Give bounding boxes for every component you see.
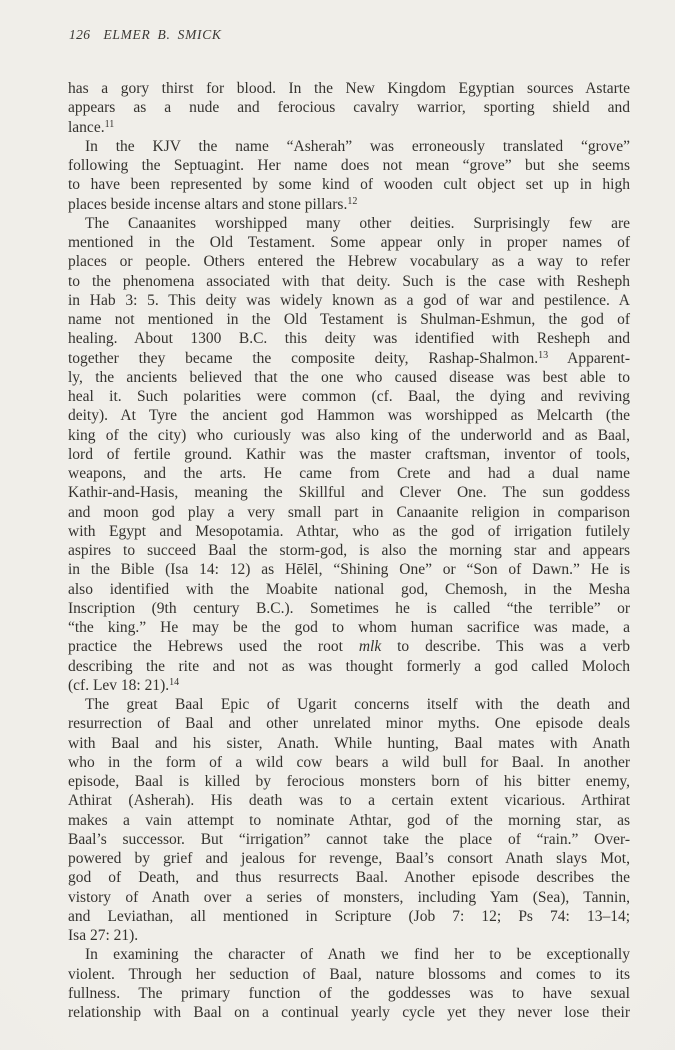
text-segment: In examining the character of Anath we find her to be exceptionally	[85, 946, 630, 964]
page-number: 126	[69, 27, 91, 42]
text-line	[68, 503, 630, 522]
text-segment: places or people. Others entered the Hebrew vocabulary as a way to refer	[68, 253, 630, 271]
text-line	[68, 637, 630, 656]
footnote-marker: 13	[538, 349, 549, 361]
text-line	[68, 599, 630, 618]
text-segment: mentioned in the Old Testament. Some appear only in proper names of	[68, 234, 630, 251]
text-line	[68, 233, 630, 252]
paragraph	[68, 695, 630, 945]
text-line	[68, 811, 630, 830]
text-segment: practice the Hebrews used the root	[68, 638, 359, 656]
text-line	[68, 522, 630, 541]
text-line	[68, 560, 630, 579]
text-line	[68, 445, 630, 464]
text-segment: vistory of Anath over a series of monsters, including Yam (Sea), Tannin,	[68, 888, 630, 906]
text-line	[68, 734, 630, 753]
text-segment: god of Death, and thus resurrects Baal. Another episode describes the	[68, 869, 630, 887]
text-segment: and Leviathan, all mentioned in Scripture (Job 7: 12; Ps 74: 13–14;	[68, 907, 630, 925]
text-line	[68, 426, 630, 445]
text-line	[68, 291, 630, 310]
author-name: ELMER B. SMICK	[103, 27, 222, 42]
text-line	[68, 676, 630, 695]
text-segment: (cf. Lev 18: 21).	[68, 676, 170, 694]
text-line	[68, 98, 630, 117]
text-line	[68, 137, 630, 156]
text-segment: healing. About 1300 B.C. this deity was identified with Resheph and	[68, 330, 630, 348]
text-segment: who in the form of a wild cow bears a wild bull for Baal. In another	[68, 753, 630, 771]
text-segment: places beside incense altars and stone pillars.	[68, 195, 348, 213]
text-line	[68, 541, 630, 560]
text-segment: in the Bible (Isa 14: 12) as Hēlēl, “Shining One” or “Son of Dawn.” He is	[68, 561, 630, 579]
text-line	[68, 79, 630, 98]
paragraph	[68, 79, 630, 137]
paragraph	[68, 214, 630, 695]
text-segment: Isa 27: 21).	[68, 927, 139, 944]
body-text	[68, 79, 630, 1022]
text-segment: heal it. Such polarities were common (cf. Baal, the dying and reviving	[68, 388, 630, 405]
text-segment: “the king.” He may be the god to whom human sacrifice was made, a	[68, 619, 630, 636]
footnote-marker: 12	[347, 195, 358, 207]
text-line	[68, 464, 630, 483]
text-line	[68, 156, 630, 175]
text-segment: episode, Baal is killed by ferocious monsters born of his bitter enemy,	[68, 773, 630, 790]
text-line	[68, 714, 630, 733]
text-line	[68, 868, 630, 887]
text-line	[68, 310, 630, 329]
text-line	[68, 483, 630, 502]
text-line	[68, 926, 630, 945]
text-line	[68, 349, 630, 368]
text-segment: Inscription (9th century B.C.). Sometimes he is called “the terrible” or	[68, 599, 630, 617]
text-line	[68, 368, 630, 387]
text-segment: lance.	[68, 118, 105, 136]
text-segment: describing the rite and not as was thought formerly a god called Moloch	[68, 657, 630, 675]
text-segment: weapons, and the arts. He came from Crete and had a dual name	[68, 465, 630, 482]
text-line	[68, 329, 630, 348]
text-line	[68, 657, 630, 676]
paragraph	[68, 945, 630, 1022]
text-line	[68, 772, 630, 791]
text-segment: relationship with Baal on a continual yearly cycle yet they never lose their	[68, 1004, 630, 1021]
text-line	[68, 214, 630, 233]
text-segment: Athirat (Asherah). His death was to a certain extent vicarious. Arthirat	[68, 792, 630, 810]
text-segment: with Egypt and Mesopotamia. Athtar, who as the god of irrigation futilely	[68, 522, 630, 540]
text-segment: lord of fertile ground. Kathir was the master craftsman, inventor of tools,	[68, 445, 630, 463]
text-segment: has a gory thirst for blood. In the New Kingdom Egyptian sources Astarte	[68, 80, 630, 97]
text-line	[68, 945, 630, 964]
text-line	[68, 888, 630, 907]
text-line	[68, 195, 630, 214]
text-line	[68, 618, 630, 637]
text-segment: Apparent-	[548, 349, 630, 367]
text-line	[68, 252, 630, 271]
text-line	[68, 272, 630, 291]
text-line	[68, 791, 630, 810]
text-segment: resurrection of Baal and other unrelated minor myths. One episode deals	[68, 715, 630, 733]
text-line	[68, 849, 630, 868]
text-segment: The Canaanites worshipped many other deities. Surprisingly few are	[85, 214, 630, 232]
text-line	[68, 175, 630, 194]
text-line	[68, 406, 630, 425]
text-line	[68, 695, 630, 714]
text-line	[68, 830, 630, 849]
running-header	[69, 27, 222, 43]
text-segment: together they became the composite deity, Rashap-Shalmon.	[68, 349, 539, 367]
text-line	[68, 1003, 630, 1022]
text-segment: and moon god play a very small part in Canaanite religion in comparison	[68, 503, 630, 521]
footnote-marker: 11	[104, 118, 115, 130]
text-segment: fullness. The primary function of the goddesses was to have sexual	[68, 984, 630, 1002]
text-segment: powered by grief and jealous for revenge, Baal’s consort Anath slays Mot,	[68, 850, 630, 867]
text-segment: In the KJV the name “Asherah” was erroneously translated “grove”	[85, 137, 630, 155]
text-line	[68, 907, 630, 926]
text-segment: with Baal and his sister, Anath. While hunting, Baal mates with Anath	[68, 734, 630, 752]
italic-term: mlk	[358, 638, 382, 656]
text-segment: following the Septuagint. Her name does not mean “grove” but she seems	[68, 157, 630, 174]
text-line	[68, 580, 630, 599]
text-segment: aspires to succeed Baal the storm-god, is also the morning star and appears	[68, 542, 630, 559]
text-segment: king of the city) who curiously was also king of the underworld and as Baal,	[68, 426, 630, 444]
text-segment: to have been represented by some kind of wooden cult object set up in high	[68, 176, 630, 194]
text-segment: appears as a nude and ferocious cavalry warrior, sporting shield and	[68, 99, 630, 117]
text-segment: ly, the ancients believed that the one who caused disease was best able to	[68, 368, 630, 386]
text-line	[68, 965, 630, 984]
text-segment: Kathir-and-Hasis, meaning the Skillful and Clever One. The sun goddess	[68, 484, 630, 502]
footnote-marker: 14	[169, 676, 180, 688]
text-line	[68, 387, 630, 406]
paragraph	[68, 137, 630, 214]
text-segment: violent. Through her seduction of Baal, nature blossoms and comes to its	[68, 965, 630, 983]
text-line	[68, 984, 630, 1003]
text-segment: makes a vain attempt to nominate Athtar, god of the morning star, as	[68, 811, 630, 829]
text-segment: deity). At Tyre the ancient god Hammon was worshipped as Melcarth (the	[68, 407, 630, 425]
text-line	[68, 118, 630, 137]
text-segment: to the phenomena associated with that deity. Such is the case with Resheph	[68, 272, 630, 290]
text-segment: Baal’s successor. But “irrigation” cannot take the place of “rain.” Over-	[68, 830, 630, 848]
text-segment: in Hab 3: 5. This deity was widely known as a god of war and pestilence. A	[68, 291, 630, 309]
text-line	[68, 753, 630, 772]
text-segment: The great Baal Epic of Ugarit concerns itself with the death and	[85, 696, 630, 713]
text-segment: to describe. This was a verb	[381, 638, 630, 656]
text-segment: also identified with the Moabite national god, Chemosh, in the Mesha	[68, 580, 630, 598]
text-segment: name not mentioned in the Old Testament is Shulman-Eshmun, the god of	[68, 311, 630, 328]
